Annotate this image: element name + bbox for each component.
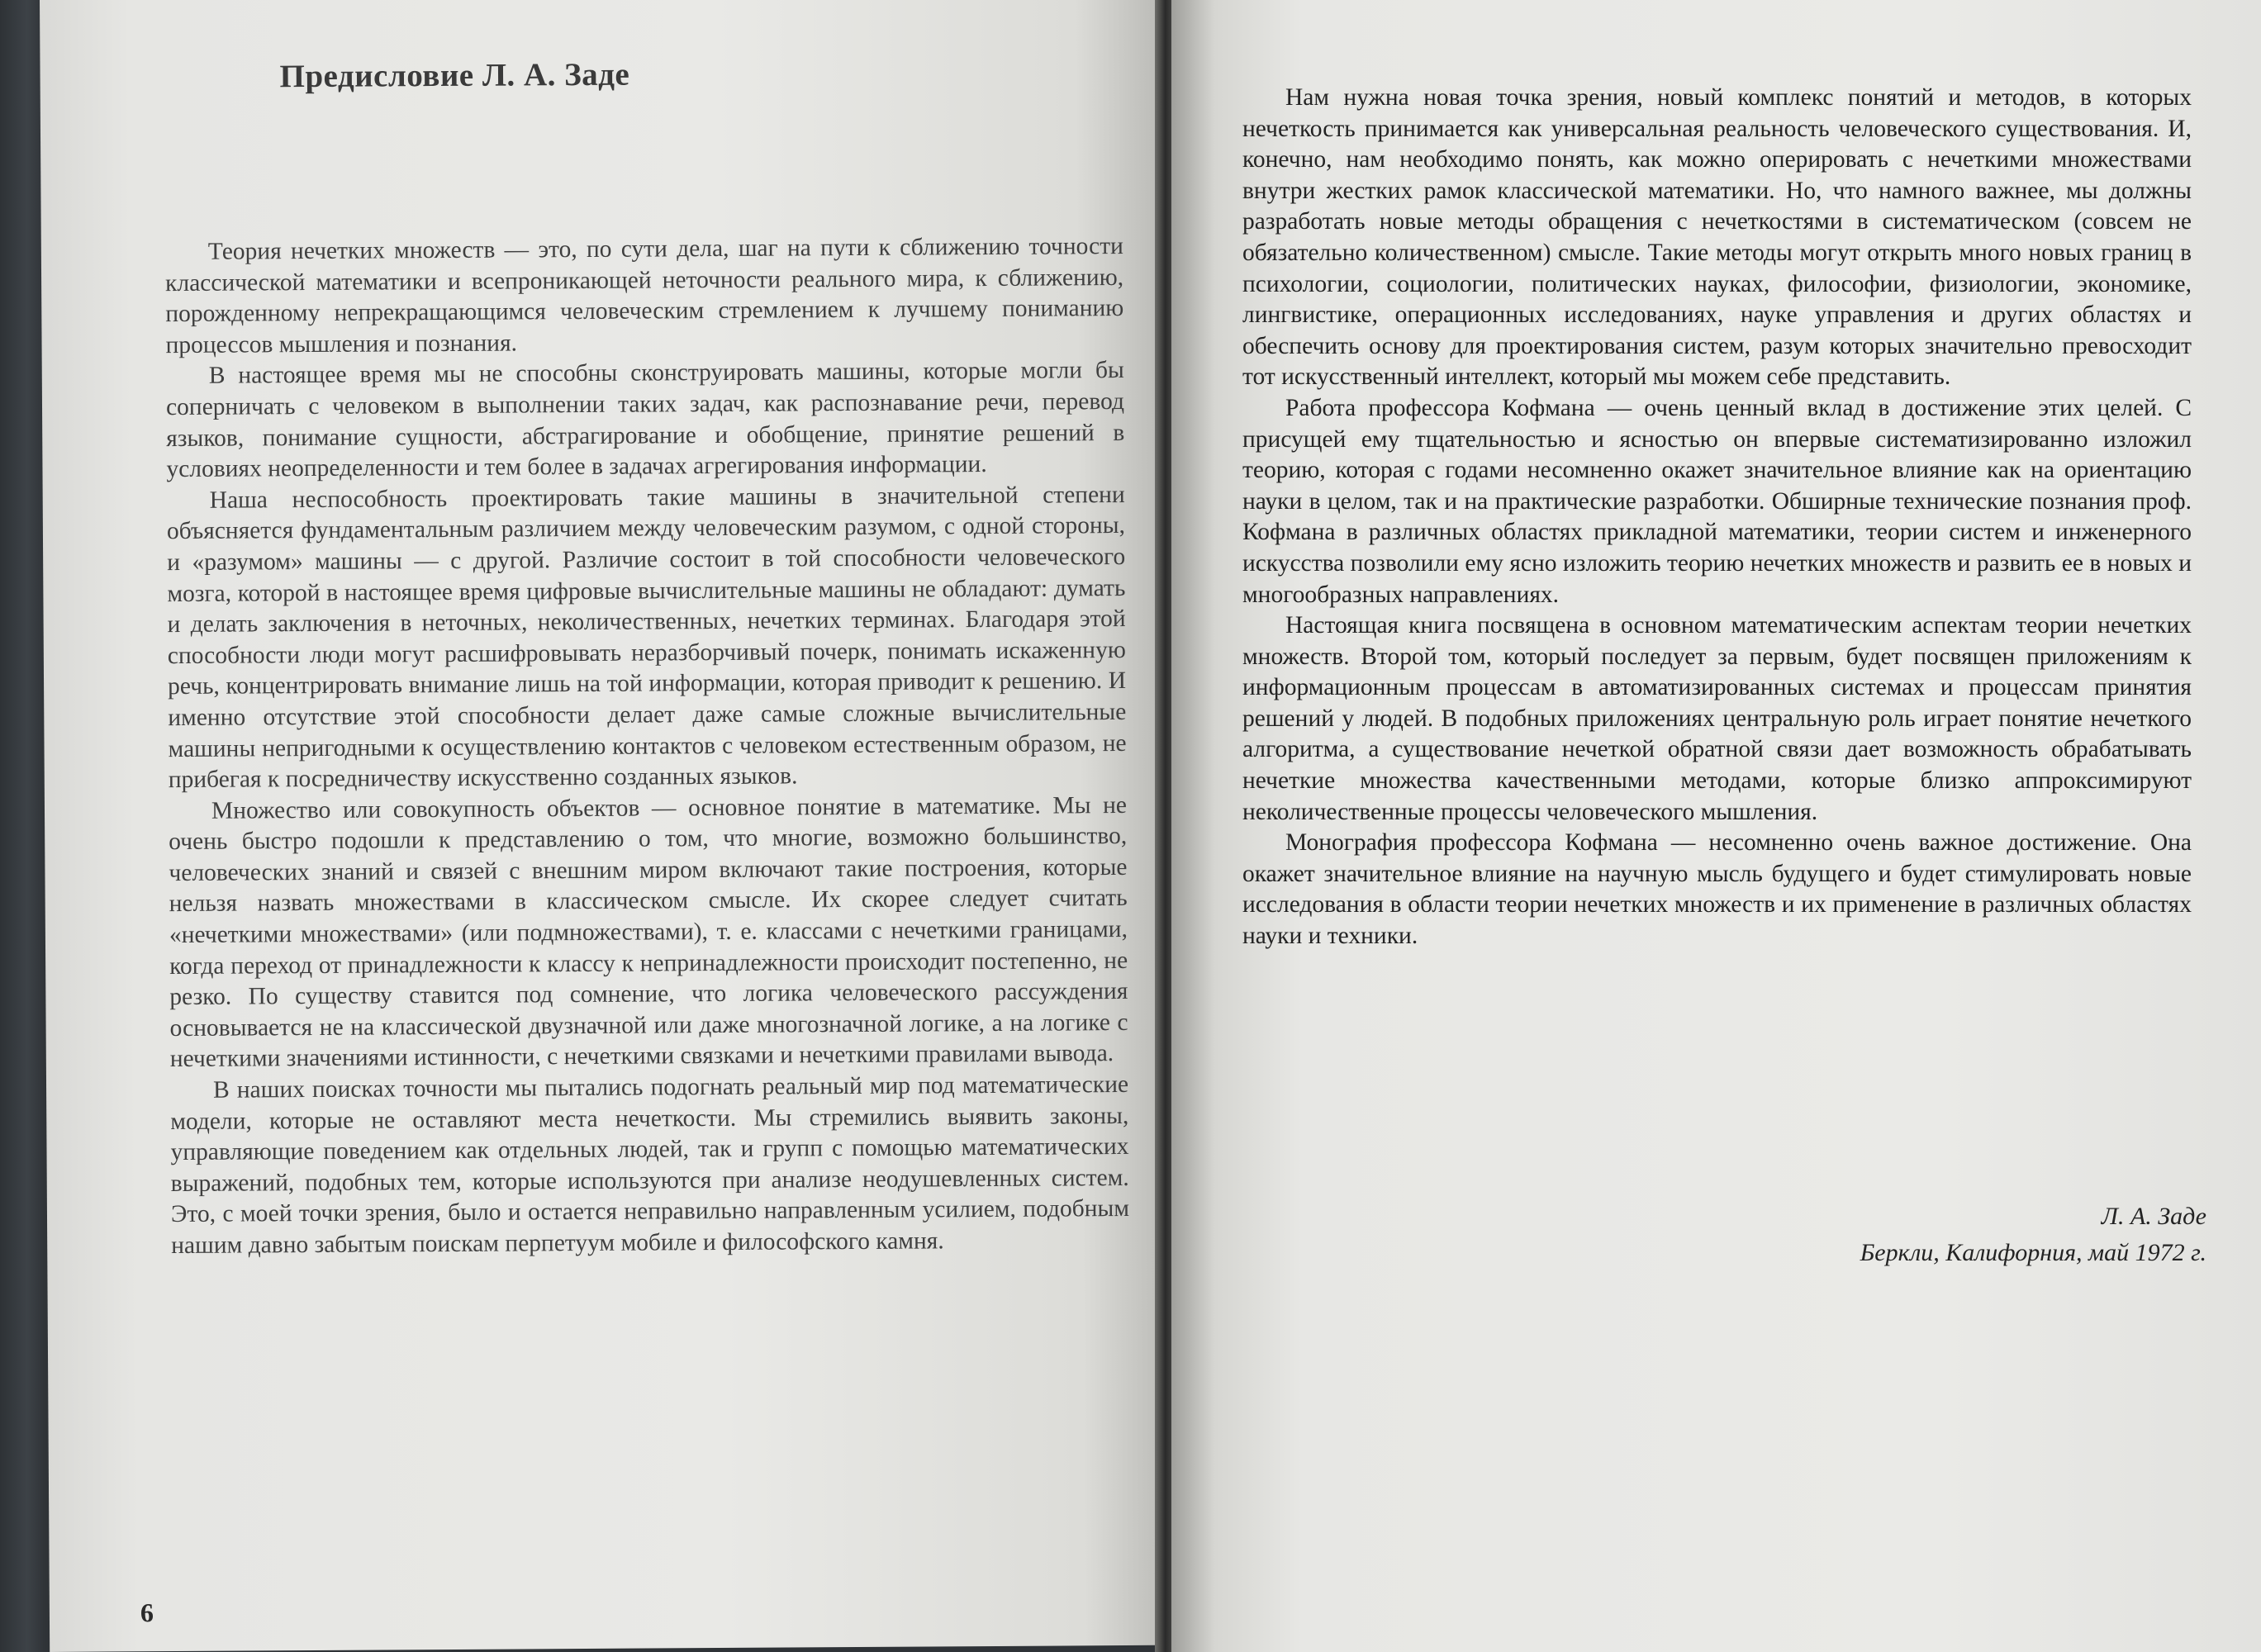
paragraph: Нам нужна новая точка зрения, новый комплекс понятий и методов, в которых нечеткость принимается как универсальная реальность человеческого существования. И, конечно, нам необходимо понять, как можно оперировать с нечеткими множествами внутри жестких рамок классической математики. Но, что намного важнее, мы должны разработать новые методы обращения с нечеткостями в систематическом (совсем не обязательно количественном) смысле. Такие методы могут открыть много новых границ в психологии, социологии, политических науках, философии, физиологии, экономике, лингвистике, операционных исследованиях, науке управления и других областях и обеспечить основу для проектирования систем, разум которых значительно превосходит тот искусственный интеллект, который мы можем себе представить.	[1242, 84, 2192, 391]
paragraph: Работа профессора Кофмана — очень ценный вклад в достижение этих целей. С присущей ему тщательностью и ясностью он впервые систематизированно изложил теорию, которая с годами несомненно окажет значительное влияние как на ориентацию науки в целом, так и на практические разработки. Обширные технические познания проф. Кофмана в различных областях прикладной математики, теории систем и инженерного искусства позволили ему ясно изложить теорию нечетких множеств и развить ее в новых и многообразных направлениях.	[1242, 394, 2192, 608]
signature-name: Л. А. Заде	[2101, 1203, 2206, 1230]
page-number: 6	[140, 1597, 154, 1628]
paragraph: В настоящее время мы не способны сконструировать машины, которые могли бы соперничать с человеком в выполнении таких задач, как распознавание речи, перевод языков, понимание сущности, абстрагирование и обобщение, принятие решений в условиях неопределенности и тем более в задачах агрегирования информации.	[165, 357, 1125, 483]
paragraph: В наших поисках точности мы пытались подогнать реальный мир под математические модели, которые не оставляют места нечеткости. Мы стремились выявить законы, управляющие поведением как отдельных людей, так и групп с помощью математических выражений, подобных тем, которые используются при анализе неодушевленных систем. Это, с моей точки зрения, было и остается неправильно направленным усилием, подобным нашим давно забытым поискам перпетуум мобиле и философского камня.	[170, 1071, 1130, 1260]
paragraph: Монография профессора Кофмана — несомненно очень важное достижение. Она окажет значительное влияние на научную мысль будущего и будет стимулировать новые исследования в области теории нечетких множеств и их применение в различных областях науки и техники.	[1242, 829, 2192, 950]
right-page-body	[1242, 83, 2192, 952]
paragraph: Теория нечетких множеств — это, по сути дела, шаг на пути к сближению точности классической математики и всепроникающей неточности реального мира, к сближению, порожденному непрекращающимся человеческим стремлением к лучшему пониманию процессов мышления и познания.	[164, 232, 1124, 358]
right-page	[1171, 0, 2261, 1652]
signature-place: Беркли, Калифорния, май 1972 г.	[1860, 1239, 2206, 1266]
page-title: Предисловие Л. А. Заде	[279, 56, 630, 95]
paragraph: Настоящая книга посвящена в основном математическим аспектам теории нечетких множеств. Второй том, который последует за первым, будет посвящен приложениям к информационным процессам в автоматизированных системах и процессам принятия решений у людей. В подобных приложениях центральную роль играет понятие нечеткого алгоритма, а существование нечеткой обратной связи дает возможность обрабатывать нечеткие множества качественными методами, которые близко аппроксимируют неколичественные процессы человеческого мышления.	[1242, 612, 2192, 825]
left-page	[40, 0, 1175, 1652]
paragraph: Наша неспособность проектировать такие машины в значительной степени объясняется фундаментальным различием между человеческим разумом, с одной стороны, и «разумом» машины — с другой. Различие состоит в той способности человеческого мозга, которой в настоящее время цифровые вычислительные машины не обладают: думать и делать заключения в неточных, неколичественных, нечетких терминах. Благодаря этой способности люди могут расшифровывать неразборчивый почерк, понимать искаженную речь, концентрировать внимание лишь на той информации, которая приводит к решению. И именно отсутствие этой способности делает даже самые сложные вычислительные машины непригодными к осуществлению контактов с человеком естественным образом, не прибегая к посредничеству искусственно созданных языков.	[166, 481, 1127, 794]
left-page-body	[165, 231, 1130, 1262]
paragraph: Множество или совокупность объектов — основное понятие в математике. Мы не очень быстро подошли к представлению о том, что многие, возможно большинство, человеческих знаний и связей с внешним миром включают такие построения, которые нельзя назвать множествами в классическом смысле. Их скорее следует считать «нечеткими множествами» (или подмножествами), т. е. классами с нечеткими границами, когда переход от принадлежности к классу к непринадлежности происходит постепенно, не резко. По существу ставится под сомнение, что логика человеческого рассуждения основывается не на классической двузначной или даже многозначной логике, а на логике с нечеткими значениями истинности, с нечеткими связками и нечеткими правилами вывода.	[169, 791, 1128, 1073]
